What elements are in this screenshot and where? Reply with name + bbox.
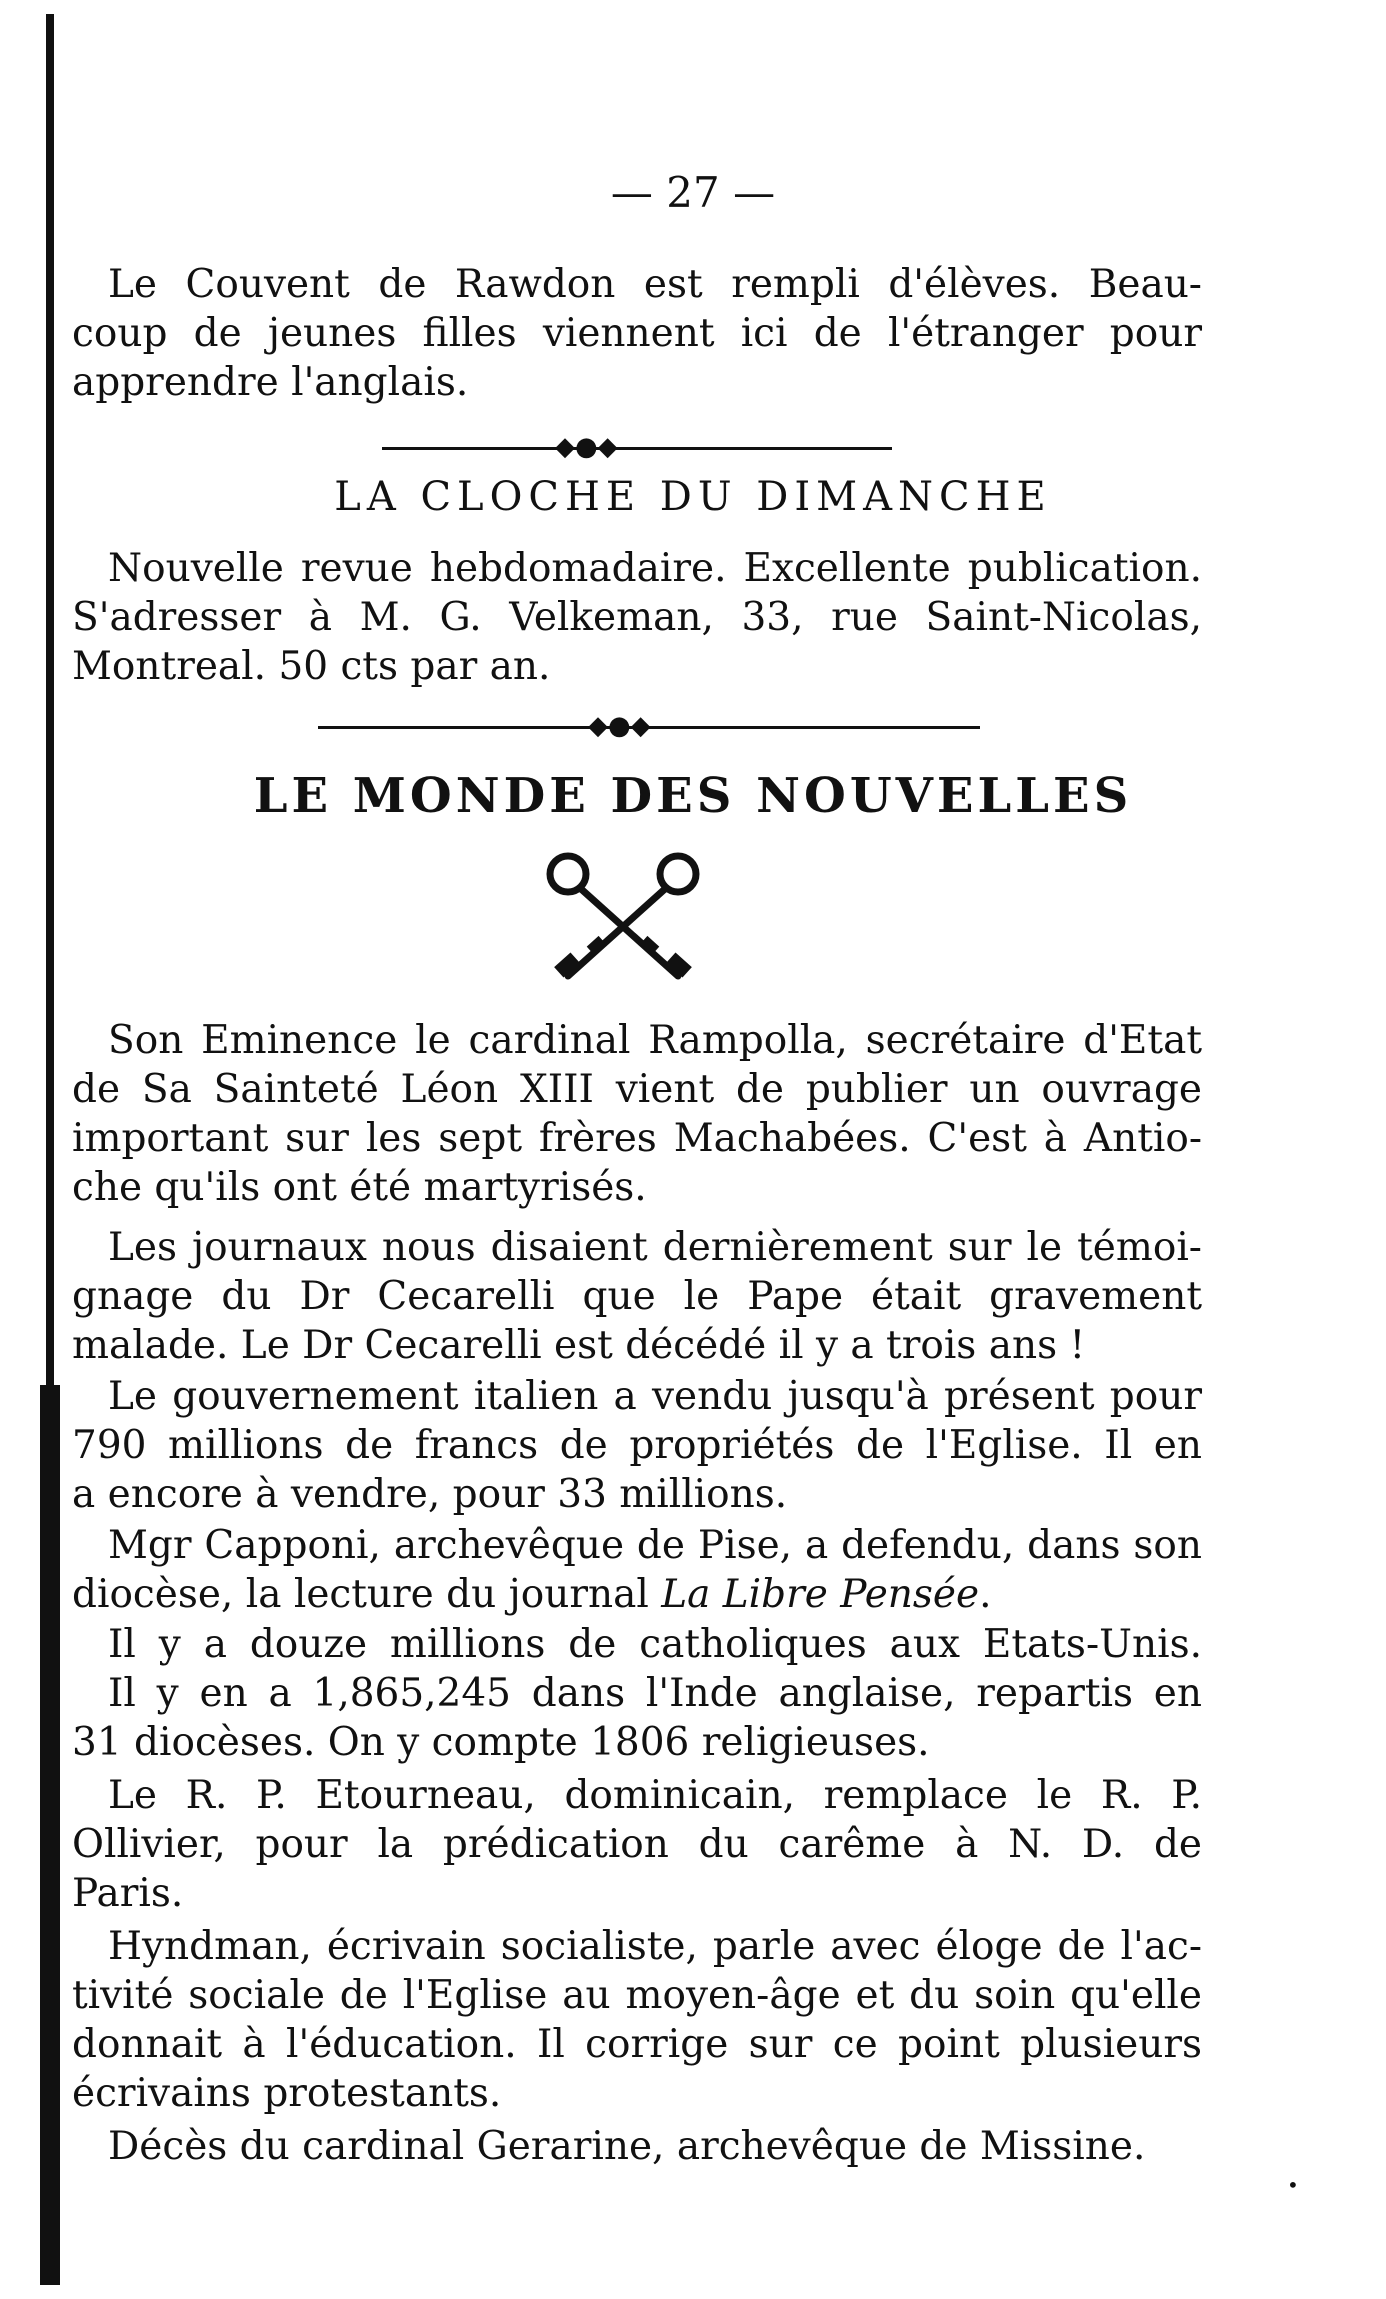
- nouvelles-section-title: LE MONDE DES NOUVELLES: [253, 768, 1133, 824]
- rule-ornament-icon: ◆●◆: [588, 711, 651, 741]
- text-line: Le Couvent de Rawdon est rempli d'élèves. Beau-: [108, 262, 1202, 307]
- journal-title: La Libre Pensée: [661, 1572, 980, 1617]
- news-item: [72, 2122, 1202, 2171]
- text-line: de Sa Sainteté Léon XIII vient de publier un ouvrage: [72, 1067, 1202, 1112]
- separator-rule: [382, 447, 892, 450]
- text-line: che qu'ils ont été martyrisés.: [72, 1165, 647, 1210]
- news-item: [72, 1372, 1202, 1519]
- text-line: [72, 1570, 1202, 1619]
- text-line: a encore à vendre, pour 33 millions.: [72, 1472, 788, 1517]
- text-line: gnage du Dr Cecarelli que le Pape était gravement: [72, 1274, 1202, 1319]
- text-line: important sur les sept frères Machabées. C'est à Antio-: [72, 1116, 1202, 1161]
- punctuation: .: [979, 1572, 992, 1617]
- text-line: coup de jeunes filles viennent ici de l'étranger pour: [72, 311, 1202, 356]
- text-line: Il y a douze millions de catholiques aux Etats-Unis.: [108, 1622, 1202, 1667]
- news-item: [72, 1016, 1202, 1212]
- text-line: 790 millions de francs de propriétés de l'Eglise. Il en: [72, 1423, 1202, 1468]
- news-item: [72, 1223, 1202, 1370]
- news-item: [72, 1771, 1202, 1918]
- text-line: Le R. P. Etourneau, dominicain, remplace le R. P.: [108, 1773, 1202, 1818]
- text-line: Son Eminence le cardinal Rampolla, secrétaire d'Etat: [108, 1018, 1202, 1063]
- text-line: Mgr Capponi, archevêque de Pise, a defendu, dans son: [108, 1523, 1202, 1568]
- text-line: tivité sociale de l'Eglise au moyen-âge et du soin qu'elle: [72, 1973, 1202, 2018]
- crossed-keys-icon: [538, 846, 708, 996]
- text-line: écrivains protestants.: [72, 2071, 502, 2116]
- news-item: [72, 1620, 1202, 1767]
- text-line: malade. Le Dr Cecarelli est décédé il y a trois ans !: [72, 1323, 1086, 1368]
- news-item: [72, 1922, 1202, 2118]
- cloche-section-title: LA CLOCHE DU DIMANCHE: [334, 474, 1052, 520]
- stray-mark: •: [1287, 2173, 1299, 2197]
- text-line: Les journaux nous disaient dernièrement sur le témoi-: [108, 1225, 1202, 1270]
- text-line: Le gouvernement italien a vendu jusqu'à présent pour: [108, 1374, 1202, 1419]
- text-line: Montreal. 50 cts par an.: [72, 644, 551, 689]
- text-line: Il y en a 1,865,245 dans l'Inde anglaise, repartis en: [108, 1671, 1202, 1716]
- page-number: — 27 —: [610, 168, 776, 217]
- text-line: Décès du cardinal Gerarine, archevêque de Missine.: [108, 2124, 1146, 2169]
- news-item: [72, 1521, 1202, 1619]
- text-line: Hyndman, écrivain socialiste, parle avec éloge de l'ac-: [108, 1924, 1202, 1969]
- text-line: Ollivier, pour la prédication du carême à N. D. de: [72, 1822, 1202, 1867]
- intro-paragraph: [72, 260, 1202, 407]
- text-line: S'adresser à M. G. Velkeman, 33, rue Saint-Nicolas,: [72, 595, 1202, 640]
- text-line: Nouvelle revue hebdomadaire. Excellente publication.: [108, 546, 1202, 591]
- text-line: apprendre l'anglais.: [72, 360, 469, 405]
- binding-edge-shadow: [40, 1385, 60, 2285]
- rule-ornament-icon: ◆●◆: [555, 432, 618, 462]
- text-line: donnait à l'éducation. Il corrige sur ce point plusieurs: [72, 2022, 1202, 2067]
- cloche-section-body: [72, 544, 1202, 691]
- text-fragment: diocèse, la lecture du journal: [72, 1572, 662, 1617]
- text-line: 31 diocèses. On y compte 1806 religieuses.: [72, 1720, 930, 1765]
- text-line: Paris.: [72, 1871, 184, 1916]
